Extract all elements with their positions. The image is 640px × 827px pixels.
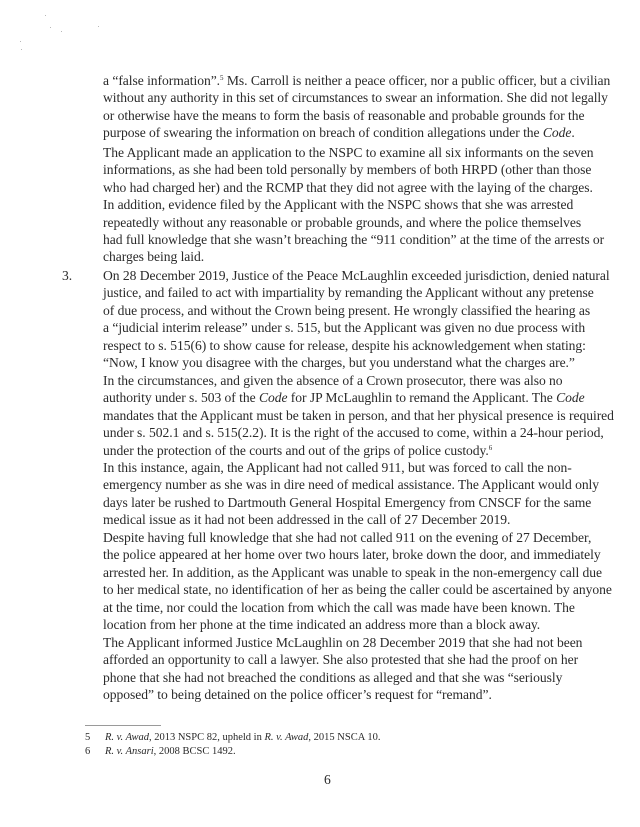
paragraph-p-circ (103, 372, 614, 459)
text-line: the police appeared at her home over two hours later, broke down the door, and immediately (103, 547, 601, 563)
scan-speck (21, 49, 22, 50)
text-line: respect to s. 515(6) to show cause for release, despite his acknowledgement when stating: (103, 337, 586, 353)
paragraph-p-cont (103, 72, 611, 142)
italic-term: Code (258, 390, 288, 406)
footnote-5 (85, 731, 380, 744)
case-name: R. v. Ansari (105, 746, 154, 757)
text-line: mandates that the Applicant must be taken in person, and that her physical presence is required (103, 407, 614, 423)
text-line: to her medical state, no identification of her as being the caller could be ascertained by anyone (103, 582, 612, 598)
text-line: emergency number as she was in dire need of medical assistance. The Applicant would only (103, 477, 600, 493)
text-line: purpose of swearing the information on breach of condition allegations under the Code. (103, 125, 575, 141)
italic-term: Code (542, 125, 572, 141)
scan-speck (20, 41, 21, 42)
text-line: justice, and failed to act with impartiality by remanding the Applicant without any pretense (103, 285, 594, 301)
text-line: a “false information”.$^5$ Ms. Carroll is neither a peace officer, nor a public officer, but a civilian (103, 73, 611, 88)
text-line: In addition, evidence filed by the Applicant with the NSPC shows that she was arrested (103, 197, 574, 213)
text-line: under s. 502.1 and s. 515(2.2). It is the right of the accused to come, within a 24-hour period, (103, 425, 604, 441)
text-line: In this instance, again, the Applicant had not called 911, but was forced to call the non- (103, 460, 572, 475)
citation-text: , 2013 NSPC 82, upheld in (148, 732, 265, 743)
text-line: On 28 December 2019, Justice of the Peace McLaughlin exceeded jurisdiction, denied natural (103, 268, 610, 283)
text-line: phone that she had not breached the conditions as alleged and that she was “seriously (103, 669, 563, 685)
text-line: or otherwise have the means to form the basis of reasonable and probable grounds for the (103, 107, 585, 123)
page-number: 6 (324, 772, 331, 787)
text-line: repeatedly without any reasonable or probable grounds, and where the police themselves (103, 214, 582, 230)
text-line: under the protection of the courts and out of the grips of police custody.$^6$ (103, 442, 493, 458)
text-line: a “judicial interim release” under s. 515, but the Applicant was given no due process with (103, 320, 586, 336)
text-line: at the time, nor could the location from which the call was made have been known. The (103, 599, 575, 615)
text-line: of due process, and without the Crown being present. He wrongly classified the hearing as (103, 302, 591, 318)
citation-text: , 2008 BCSC 1492. (153, 746, 236, 757)
paragraph-p-instance (103, 459, 600, 529)
paragraph-p-despite (103, 529, 612, 633)
text-line: “Now, I know you disagree with the charges, but you understand what the charges are.” (103, 355, 575, 371)
case-name: R. v. Awad (105, 732, 149, 743)
italic-term: Code (556, 390, 585, 406)
scan-speck (45, 15, 46, 16)
text-line: medical issue as it had not been addressed in the call of 27 December 2019. (103, 512, 511, 528)
text-line: days later be rushed to Dartmouth General Hospital Emergency from CNSCF for the same (103, 494, 592, 510)
text-line: opposed” to being detained on the police officer’s request for “remand”. (103, 687, 492, 703)
footnote-number: 5 (85, 732, 91, 743)
paragraph-number: 3. (62, 268, 73, 283)
scan-speck (98, 26, 99, 27)
footnote-ref[interactable]: 5 (220, 74, 224, 82)
paragraph-p-nspc (103, 144, 605, 266)
footnote-separator (85, 725, 161, 726)
case-name: R. v. Awad (264, 732, 309, 743)
footnote-6 (85, 745, 236, 758)
scan-speck (50, 27, 51, 28)
text-line: arrested her. In addition, as the Applicant was unable to speak in the non-emergency call due (103, 564, 603, 580)
text-line: The Applicant informed Justice McLaughlin on 28 December 2019 that she had not been (103, 635, 583, 650)
citation-text: , 2015 NSCA 10. (308, 732, 381, 743)
footnote-ref[interactable]: 6 (488, 443, 493, 452)
text-line: authority under s. 503 of the Code for JP McLaughlin to remand the Applicant. The Code (103, 390, 585, 406)
text-line: In the circumstances, and given the absence of a Crown prosecutor, there was also no (103, 373, 563, 388)
text-line: without any authority in this set of circumstances to swear an information. She did not legally (103, 90, 608, 106)
text-line: Despite having full knowledge that she had not called 911 on the evening of 27 December, (103, 530, 592, 545)
paragraph-p-informed (103, 634, 583, 704)
text-line: location from her phone at the time indicated an address more than a block away. (103, 617, 541, 633)
text-line: informations, as she had been told personally by members of both HRPD (other than those (103, 162, 592, 178)
text-line: charges being laid. (103, 249, 205, 265)
footnote-number: 6 (85, 746, 91, 757)
text-line: had full knowledge that she wasn’t breaching the “911 condition” at the time of the arrests or (103, 232, 605, 248)
paragraph-p-3 (103, 267, 610, 371)
text-line: who had charged her) and the RCMP that they did not agree with the laying of the charges. (103, 179, 593, 195)
text-line: afforded an opportunity to call a lawyer. She also protested that she had the proof on her (103, 652, 579, 668)
text-line: The Applicant made an application to the NSPC to examine all six informants on the seven (103, 145, 594, 160)
scan-speck (61, 31, 62, 32)
